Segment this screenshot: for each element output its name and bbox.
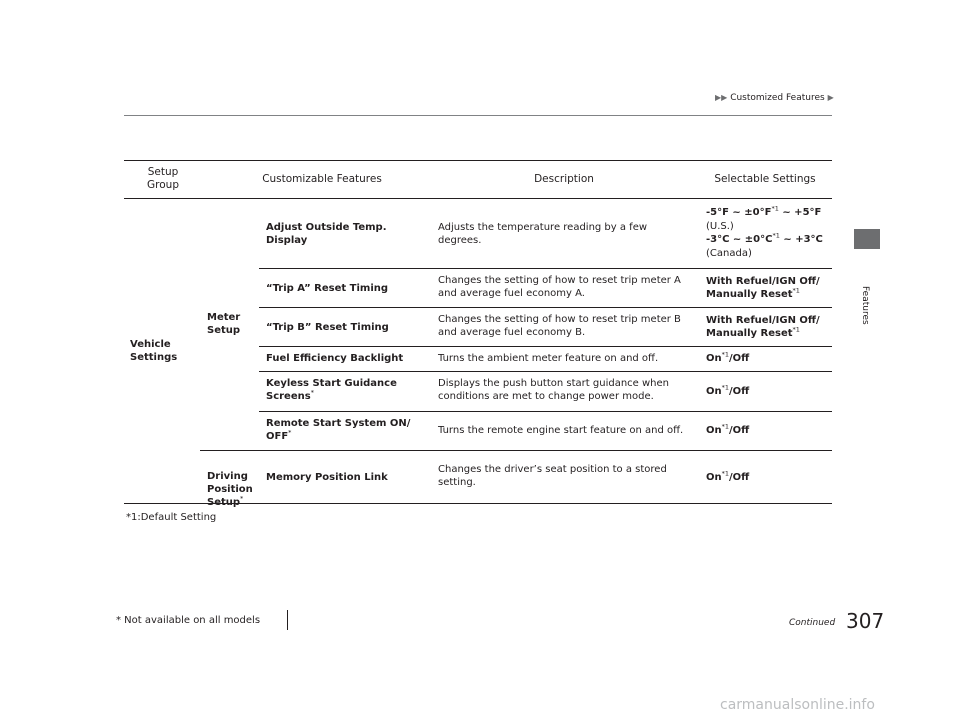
not-all-models-mark: * — [288, 428, 292, 437]
settings-remote-start-system — [706, 424, 749, 437]
setting-on: On — [706, 472, 722, 483]
default-mark: *1 — [721, 422, 730, 431]
triangle-right-icon: ▶ — [827, 93, 834, 102]
triangle-right-icon: ▶▶ — [715, 93, 728, 102]
feature-remote-start-label: Remote Start System ON/ OFF — [266, 418, 411, 442]
feature-memory-position-link: Memory Position Link — [266, 472, 388, 483]
setting-canada-label: (Canada) — [706, 247, 752, 259]
subgroup-driving-label: Driving Position — [207, 471, 253, 495]
desc-memory-position-link: Changes the driver’s seat position to a stored setting. — [438, 464, 667, 488]
setting-us-label: (U.S.) — [706, 220, 734, 232]
row-divider — [259, 411, 832, 412]
breadcrumb — [715, 93, 834, 103]
row-divider — [259, 371, 832, 372]
feature-remote-start-system — [266, 417, 410, 443]
setting-off: /Off — [729, 425, 750, 436]
settings-keyless-start-guidance — [706, 385, 749, 398]
default-setting-footnote: *1:Default Setting — [126, 512, 217, 523]
settings-fuel-efficiency-backlight — [706, 352, 749, 365]
subgroup-meter-setup: Meter Setup — [207, 312, 241, 336]
feature-fuel-efficiency-backlight: Fuel Efficiency Backlight — [266, 353, 404, 364]
not-available-note: * Not available on all models — [116, 615, 261, 626]
header-customizable-features: Customizable Features — [262, 173, 382, 185]
setting-off: /Off — [729, 386, 750, 397]
setting-off: /Off — [729, 353, 750, 364]
setting-trip-a-options: With Refuel/IGN Off/ — [706, 276, 820, 287]
table-top-rule — [124, 160, 832, 161]
page-number: 307 — [846, 609, 885, 633]
not-all-models-mark: * — [310, 388, 314, 397]
row-divider — [259, 307, 832, 308]
desc-trip-a-reset: Changes the setting of how to reset trip meter A and average fuel economy A. — [438, 275, 681, 299]
feature-keyless-start-guidance — [266, 377, 397, 403]
default-mark: *1 — [721, 383, 730, 392]
default-mark: *1 — [721, 350, 730, 359]
setting-celsius-max: ~ +3°C — [779, 234, 823, 245]
setting-on: On — [706, 353, 722, 364]
setting-celsius-range: -3°C ~ ±0°C — [706, 234, 773, 245]
desc-trip-b-reset: Changes the setting of how to reset trip meter B and average fuel economy B. — [438, 314, 681, 338]
continued-label: Continued — [789, 618, 836, 628]
settings-trip-b-reset — [706, 314, 820, 340]
setting-off: /Off — [729, 472, 750, 483]
side-tab-marker — [854, 229, 880, 249]
header-rule — [124, 115, 832, 116]
table-bottom-rule — [124, 503, 832, 504]
default-mark: *1 — [792, 325, 800, 334]
feature-keyless-label: Keyless Start Guidance Screens — [266, 378, 397, 402]
row-divider — [259, 346, 832, 347]
feature-trip-b-reset: “Trip B” Reset Timing — [266, 322, 389, 333]
setting-fahrenheit-range: -5°F ~ ±0°F — [706, 207, 772, 218]
header-selectable-settings: Selectable Settings — [714, 173, 816, 185]
desc-adjust-outside-temp: Adjusts the temperature reading by a few degrees. — [438, 222, 648, 246]
subgroup-driving-position-setup — [207, 457, 253, 509]
breadcrumb-section: Customized Features — [730, 93, 825, 103]
desc-fuel-efficiency-backlight: Turns the ambient meter feature on and off. — [438, 353, 659, 364]
header-setup-group: Setup Group — [147, 166, 179, 191]
side-section-label: Features — [860, 286, 870, 325]
setting-trip-b-options: With Refuel/IGN Off/ — [706, 315, 820, 326]
watermark: carmanualsonline.info — [720, 697, 875, 713]
settings-adjust-outside-temp — [706, 206, 823, 260]
desc-keyless-start-guidance: Displays the push button start guidance when conditions are met to change power mode. — [438, 378, 669, 402]
settings-trip-a-reset — [706, 275, 820, 301]
default-mark: *1 — [772, 231, 780, 240]
setting-manually-reset: Manually Reset — [706, 328, 793, 339]
default-mark: *1 — [721, 469, 730, 478]
not-all-models-mark: * — [240, 494, 244, 503]
row-divider — [259, 268, 832, 269]
setting-manually-reset: Manually Reset — [706, 289, 793, 300]
group-vehicle-settings: Vehicle Settings — [130, 339, 178, 363]
header-description: Description — [534, 173, 594, 185]
settings-memory-position-link — [706, 471, 749, 484]
desc-remote-start-system: Turns the remote engine start feature on and off. — [438, 425, 684, 436]
feature-adjust-outside-temp: Adjust Outside Temp. Display — [266, 222, 387, 246]
setting-on: On — [706, 386, 722, 397]
setting-on: On — [706, 425, 722, 436]
feature-trip-a-reset: “Trip A” Reset Timing — [266, 283, 389, 294]
table-header-rule — [124, 198, 832, 199]
default-mark: *1 — [771, 204, 779, 213]
row-divider — [200, 450, 832, 451]
setting-fahrenheit-max: ~ +5°F — [778, 207, 822, 218]
default-mark: *1 — [792, 286, 800, 295]
